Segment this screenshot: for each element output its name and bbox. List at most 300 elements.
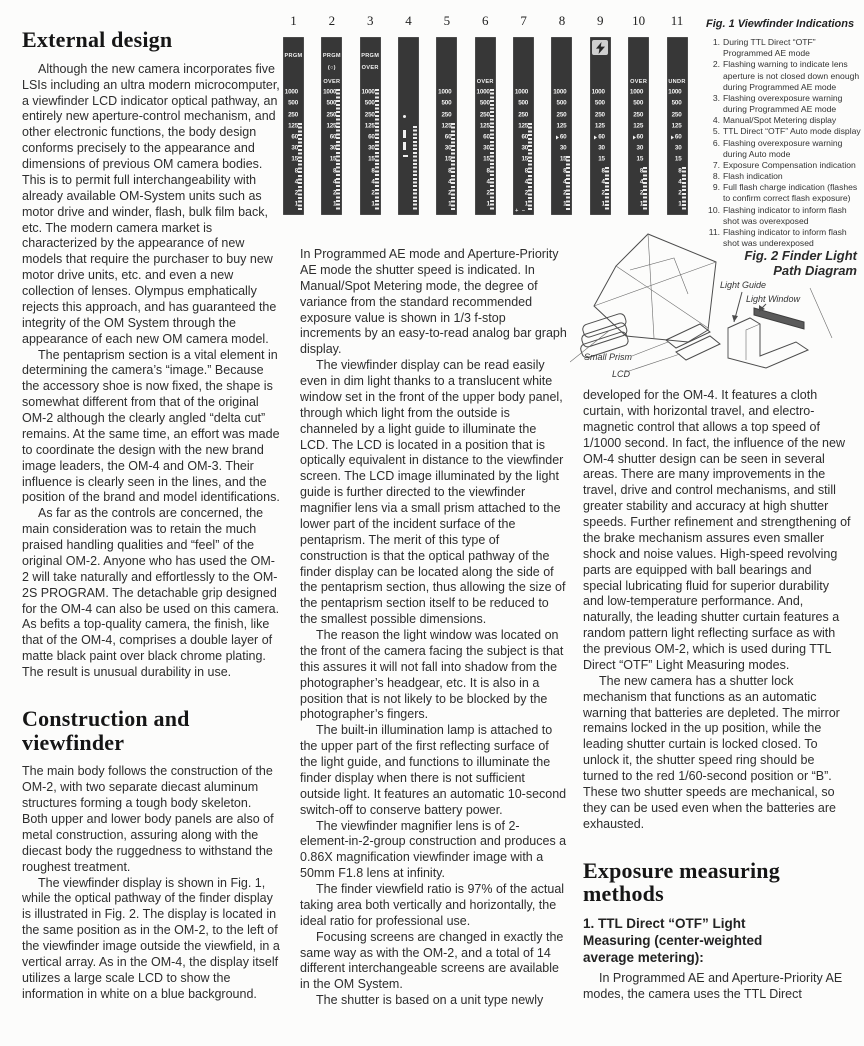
shutter-text — [583, 388, 853, 833]
lcd-mode-label: OVER — [323, 78, 341, 85]
fig1-item-text: Flashing overexposure warning during Programmed AE mode — [723, 92, 843, 115]
small-prism-drawing — [666, 324, 720, 360]
lcd-speed-label: 250 — [288, 111, 298, 119]
fig1-item-7 — [706, 160, 862, 171]
middle-para-7: Focusing screens are changed in exactly the same way as with the OM-2, and a total of 14 different interchangeable screens are available in the OM System. — [300, 929, 564, 992]
lcd-scale-row — [330, 156, 337, 163]
lcd-scale-row — [330, 134, 337, 141]
lcd-scale-row — [556, 134, 567, 141]
heading-construction: Construction and viewfinder — [22, 705, 190, 755]
lcd-speed-label: 8 — [601, 167, 605, 175]
lcd-display-number: 4 — [405, 13, 412, 28]
lcd-speed-label: 1000 — [323, 88, 337, 96]
speed-60-marker-icon — [671, 135, 674, 139]
lcd-speed-label: 1 — [678, 200, 682, 208]
lcd-speed-label: 4 — [294, 178, 298, 186]
lcd-scale-row — [480, 122, 490, 129]
lcd-speed-label: 125 — [671, 122, 682, 130]
lcd-scale-row — [560, 145, 567, 152]
lcd-display-number: 5 — [443, 13, 451, 28]
lcd-scale-row — [560, 156, 567, 163]
lcd-scale-row — [288, 111, 298, 118]
lcd-speed-label: 250 — [326, 111, 337, 119]
lcd-scale-row — [326, 111, 336, 118]
fig1-item-5 — [706, 126, 862, 137]
lcd-scale-row — [365, 100, 375, 107]
fig1-item-text: Exposure Compensation indication — [723, 159, 856, 170]
lcd-speed-label: 500 — [556, 99, 567, 107]
lcd-speed-label: 500 — [518, 99, 529, 107]
lcd-scale-row — [598, 145, 605, 152]
lcd-scale-row — [518, 122, 528, 129]
lcd-speed-label: 4 — [448, 178, 452, 186]
fig2-label-small-prism: Small Prism — [584, 352, 633, 362]
speed-60-marker-icon — [594, 135, 597, 139]
middle-para-1: In Programmed AE mode and Aperture-Priority AE mode the shutter speed is indicated. In Manual/Spot Metering mode, the degree of variance from the standard recommended exposure value is shown in 1/3 f-stop increments by an easy-to-read analog bar graph display. — [300, 247, 567, 357]
lcd-bargraph-ticks — [413, 126, 417, 211]
lcd-scale-row — [477, 89, 490, 96]
middle-para-5: The viewfinder magnifier lens is of 2-element-in-2-group construction and produces a 0.86X magnification viewfinder image with a 50mm F1.8 lens at infinity. — [300, 818, 567, 881]
fig2-title-line2: Path Diagram — [773, 263, 857, 278]
lcd-scale-row — [445, 145, 452, 152]
fig1-item-number: 6. — [712, 137, 720, 148]
lcd-speed-label: 15 — [598, 155, 605, 163]
lcd-speed-label: 500 — [479, 99, 490, 107]
lcd-speed-label: 30 — [636, 144, 644, 152]
lcd-scale-row — [675, 145, 682, 152]
lcd-speed-label: 500 — [326, 99, 337, 107]
lcd-display-number: 11 — [670, 13, 684, 28]
lcd-display-number: 10 — [632, 13, 646, 28]
metering-mark — [403, 155, 408, 157]
lcd-mode-label: PRGM — [361, 53, 380, 60]
lcd-scale-row — [557, 100, 567, 107]
lcd-speed-label: 4 — [524, 178, 529, 186]
lcd-bargraph-ticks — [298, 123, 302, 211]
lcd-speed-label: 30 — [559, 144, 567, 152]
lcd-scale-row — [521, 156, 528, 163]
lcd-speed-label: 30 — [521, 144, 529, 152]
lcd-speed-label: 1000 — [438, 88, 452, 96]
fig1-item-text: Manual/Spot Metering display — [723, 115, 837, 126]
lcd-speed-label: 4 — [371, 178, 375, 186]
external-design-para-2: The pentaprism section is a vital element in determining the camera’s “image.” Because the accessory shoe is now fixed, the shape is somewhat different from that of the original OM-2 although the clearly angled “delta cut” remains. At the same time, an effort was made to coordinate the design with the new brand image leaders, the OM-4 and OM-3. Their influence is clearly seen in the lines, and the position of the brand and model identifications. — [22, 347, 280, 505]
metering-mark — [403, 130, 406, 138]
lcd-speed-label: 8 — [524, 167, 529, 175]
lcd-speed-label: 60 — [291, 133, 298, 141]
fig1-item-text: Flashing warning to indicate lens aperture is not closed down enough during Programmed AE mode — [723, 59, 860, 92]
lcd-speed-label: 125 — [288, 122, 298, 130]
lcd-scale-row — [480, 100, 490, 107]
lcd-speed-label: 8 — [639, 167, 644, 175]
lcd-bargraph-ticks — [336, 89, 340, 211]
lcd-scale-row — [633, 100, 643, 107]
lcd-scale-row — [361, 89, 374, 96]
lcd-bargraph-ticks — [643, 167, 647, 210]
lcd-scale-row — [598, 156, 605, 163]
construction-para-2: The viewfinder display is shown in Fig. 1, while the optical pathway of the finder display is illustrated in Fig. 2. The display is located in the same position as in the OM-2, to the left of the viewfinder image outside the viewfield, in a vertical array. As in the OM-4, the display itself utilizes a large scale LCD to show the information in white on a blue background. — [22, 875, 280, 1001]
lcd-speed-label: 125 — [441, 122, 452, 130]
lcd-speed-label: 4 — [601, 178, 605, 186]
lcd-scale-row — [480, 111, 490, 118]
lcd-mode-label: OVER — [361, 64, 379, 71]
fig2-label-lcd: LCD — [612, 369, 631, 379]
middle-column-text — [300, 247, 567, 1009]
fig1-item-10 — [706, 205, 862, 227]
metering-mark — [403, 142, 406, 150]
fig1-item-number: 7. — [712, 159, 720, 170]
lcd-speed-label: 8 — [294, 167, 298, 175]
fig1-item-text: Flashing overexposure warning during Auto mode — [723, 137, 843, 159]
lcd-scale-row — [675, 156, 682, 163]
lcd-scale-row — [637, 145, 644, 152]
exposure-text — [583, 971, 853, 1003]
lcd-speed-label: 2 — [371, 189, 375, 197]
lcd-speed-label: 8 — [563, 167, 567, 175]
lcd-bar — [360, 37, 381, 215]
lcd-mode-label: PRGM — [284, 53, 303, 60]
lcd-speed-label: 30 — [598, 144, 605, 152]
lcd-speed-label: 60 — [483, 133, 490, 141]
lcd-speed-label: 15 — [291, 155, 298, 163]
lcd-speed-label: 60 — [444, 133, 452, 141]
lcd-scale-row — [441, 100, 451, 107]
lcd-speed-label: 15 — [674, 155, 682, 163]
lcd-display-number: 2 — [328, 13, 336, 28]
shutter-para-2: The new camera has a shutter lock mechanism that functions as an automatic warning that batteries are depleted. The mirror remains locked in the up position, while the leading shutter curtain is locked closed. To unlock it, the shutter speed ring should be turned to the red 1/60-second position or “B”. These two shutter speeds are mechanical, so they can be used even when the batteries are exhausted. — [583, 673, 840, 831]
shutter-para-1: developed for the OM-4. It features a cloth curtain, with horizontal travel, and electro-magnetic control that allows a top speed of 1/1000 second. In fact, the influence of the new OM-4 shutter design can be seen in several areas. There are many improvements in the travel, drive and control mechanisms, and still greater stability and accuracy at high shutter speeds. Further refinement and strengthening of the brake mechanism assures even smaller shock and noise values. High-speed revolving parts are equipped with ball bearings and special lubricating fluid for superior durability and low-temperature performance. And, naturally, the leading shutter curtain features a random pattern light reflecting surface as with the previous OM-2, which is used during TTL Direct “OTF” Light Measuring modes. — [583, 388, 851, 672]
lcd-scale-row — [557, 111, 567, 118]
fig1-item-number: 2. — [712, 59, 720, 70]
lcd-speed-label: 250 — [594, 111, 605, 119]
lcd-scale-row — [288, 100, 298, 107]
lcd-display-number: 8 — [558, 13, 566, 28]
lcd-speed-label: 1 — [294, 200, 298, 208]
lcd-speed-label: 500 — [633, 99, 644, 107]
lcd-speed-label: 500 — [288, 99, 298, 107]
middle-para-3: The reason the light window was located on the front of the camera facing the subject is that this assures it will not fall into shadow from the photographer’s headgear, etc. It is also in a position that is not likely to be blocked by the photographer’s fingers. — [300, 628, 564, 722]
lcd-speed-label: 2 — [524, 189, 529, 197]
lcd-speed-label: 30 — [368, 144, 375, 152]
lcd-speed-label: 30 — [674, 144, 682, 152]
lcd-scale-row — [323, 89, 336, 96]
speed-60-marker-icon — [556, 135, 559, 139]
lcd-speed-label: 2 — [639, 189, 644, 197]
lcd-speed-label: 125 — [326, 122, 337, 130]
exposure-para-1: In Programmed AE and Aperture-Priority AE modes, the camera uses the TTL Direct — [583, 970, 843, 1001]
lcd-speed-label: 1 — [371, 200, 375, 208]
lcd-bar — [398, 37, 419, 215]
lcd-speed-label: 60 — [368, 133, 375, 141]
lcd-speed-label: 15 — [521, 155, 529, 163]
lcd-speed-label: 60 — [636, 133, 644, 141]
lcd-speed-label: 250 — [556, 111, 567, 119]
lcd-bar — [513, 37, 534, 215]
middle-para-2: The viewfinder display can be read easily even in dim light thanks to a translucent white window set in the front of the upper body panel, through which light from the outside is channeled by a light guide to illuminate the LCD. The LCD is located in a position that is optically equivalent in distance to the viewfinder screen. The LCD image illuminated by the light guide is further directed to the viewfinder magnifier lens via a small prism attached to the lower part of the incident surface of the pentaprism. The merit of this type of construction is that the optical pathway of the finder display can be located along the side of the pentaprism section, thus allowing the size of the pentaprism section itself to be reduced to the smallest possible dimensions. — [300, 358, 566, 627]
fig1-items — [706, 37, 862, 249]
lcd-scale-row — [445, 134, 452, 141]
lcd-scale-row — [330, 145, 337, 152]
lcd-speed-label: 8 — [371, 167, 375, 175]
lcd-bargraph-ticks — [605, 167, 609, 210]
lcd-speed-label: 1 — [601, 200, 605, 208]
lcd-scale-row — [483, 145, 490, 152]
external-design-para-3: As far as the controls are concerned, the main consideration was to retain the much praised handling qualities and “feel” of the original OM-2. Anyone who has used the OM-2 will take naturally and effortlessly to the OM-2S PROGRAM. The detachable grip designed for the OM-4 can also be used on this camera. As befits a top-quality camera, the finish, like that of the OM-4, comprises a double layer of matte black paint over black chrome plating. The result is unusual durability in use. — [22, 506, 280, 679]
fig1-item-3 — [706, 93, 862, 115]
lcd-speed-label: 250 — [441, 111, 452, 119]
lcd-speed-label: 1 — [486, 200, 490, 208]
lcd-scale-row — [365, 122, 375, 129]
lcd-speed-label: 125 — [594, 122, 605, 130]
lcd-speed-label: 15 — [559, 155, 567, 163]
lcd-speed-label: 2 — [563, 189, 567, 197]
lcd-bar — [667, 37, 688, 215]
fig2-title-line1: Fig. 2 Finder Light — [744, 248, 857, 263]
lcd-display-number: 3 — [366, 13, 374, 28]
lcd-scale-row — [671, 134, 682, 141]
construction-para-1: The main body follows the construction of the OM-2, with two separate diecast aluminum structures forming a tough body skeleton. Both upper and lower body panels are also of metal construction, assuring along with the diecast body the ruggedness to withstand the roughest treatment. — [22, 764, 274, 874]
lcd-scale-row — [441, 111, 451, 118]
fig1-item-text: Flash indication — [723, 171, 783, 182]
lcd-scale-row — [291, 156, 298, 163]
lcd-scale-row — [368, 145, 375, 152]
fig1-title: Fig. 1 Viewfinder Indications — [706, 18, 855, 30]
lcd-speed-label: 250 — [364, 111, 375, 119]
lcd-speed-label: 1 — [639, 200, 644, 208]
lcd-speed-label: 1000 — [476, 88, 490, 96]
fig2-label-light-window: Light Window — [746, 294, 800, 304]
middle-para-8: The shutter is based on a unit type newly — [316, 993, 544, 1008]
lcd-scale-row — [595, 100, 605, 107]
lcd-mode-label: OVER — [476, 78, 494, 85]
metering-mark — [403, 115, 406, 118]
lcd-speed-label: 250 — [479, 111, 490, 119]
lcd-speed-label: 8 — [678, 167, 682, 175]
lcd-speed-label: 4 — [639, 178, 644, 186]
construction-text — [22, 764, 280, 1002]
fig1-item-9 — [706, 182, 862, 204]
lcd-scale-row — [515, 89, 528, 96]
lcd-speed-label: 30 — [483, 144, 490, 152]
viewfinder-lcd-strip — [278, 13, 708, 219]
lcd-scale-row — [595, 111, 605, 118]
lcd-scale-row — [672, 122, 682, 129]
left-column — [22, 28, 280, 1003]
lcd-speed-label: 125 — [556, 122, 567, 130]
external-design-text — [22, 62, 280, 681]
lcd-speed-label: 8 — [448, 167, 452, 175]
lcd-speed-label: 1000 — [361, 88, 375, 96]
lcd-speed-label: 1000 — [514, 88, 529, 96]
lcd-bar — [628, 37, 649, 215]
lcd-bargraph-ticks — [528, 123, 532, 211]
lcd-speed-label: 15 — [483, 155, 490, 163]
lcd-scale-row — [326, 100, 336, 107]
lcd-speed-label: 2 — [333, 189, 337, 197]
lcd-speed-label: 60 — [674, 133, 682, 141]
fig1-item-6 — [706, 138, 862, 160]
lcd-bargraph-ticks — [682, 167, 686, 210]
fig1-item-text: During TTL Direct “OTF” Programmed AE mode — [723, 37, 816, 59]
fig1-item-number: 8. — [712, 171, 720, 182]
fig1-item-number: 1. — [712, 37, 720, 47]
lcd-scale-row — [521, 134, 528, 141]
lcd-speed-label: 60 — [329, 133, 337, 141]
lcd-scale-row — [633, 122, 643, 129]
lcd-speed-label: 1 — [563, 200, 567, 208]
lcd-scale-row — [521, 145, 528, 152]
lcd-scale-row — [594, 134, 605, 141]
lcd-speed-label: 125 — [633, 122, 644, 130]
lcd-bar — [321, 37, 342, 215]
lcd-speed-label: 15 — [329, 155, 337, 163]
lcd-speed-label: 125 — [479, 122, 490, 130]
lcd-mode-label: UNDR — [668, 78, 686, 85]
lcd-scale-row — [441, 122, 451, 129]
fig1-item-8 — [706, 171, 862, 182]
lcd-bargraph-ticks — [490, 89, 494, 211]
fig1-item-text: TTL Direct “OTF” Auto mode display — [723, 126, 861, 137]
lcd-scale-row — [595, 122, 605, 129]
lcd-scale-row — [518, 100, 528, 107]
lcd-speed-label: 250 — [671, 111, 682, 119]
speed-60-marker-icon — [633, 135, 636, 139]
lcd-bargraph-ticks — [375, 89, 379, 211]
lcd-speed-label: 500 — [441, 99, 452, 107]
lcd-scale-row — [557, 122, 567, 129]
fig1-item-number: 9. — [712, 182, 720, 193]
external-design-para-1: Although the new camera incorporates five LSIs including an ultra modern microcomputer, a viewfinder LCD indicator optical pathway, an entirely new aperture-control mechanism, and other electronic functions, the body design conforms precisely to the appearance and dimensions of previous OM camera bodies. This is to permit full interchangeability with already available OM-System units such as motor drive and winder, flash, bulk film back, etc. The modern camera market is characterized by the appearance of new models that require the purchaser to buy new motor drive units, etc. and even a new collection of lenses. Olympus emphatically rejects this approach, and has guaranteed the integrity of the OM System through the appearance of each new OM camera model. — [22, 61, 280, 346]
lcd-scale-row — [368, 156, 375, 163]
lcd-speed-label: 1 — [448, 200, 452, 208]
lcd-speed-label: 125 — [364, 122, 375, 130]
fig1-legend — [706, 18, 862, 249]
plus-minus-label: + – — [515, 208, 526, 214]
lcd-speed-label: 2 — [294, 189, 298, 197]
lcd-scale-row — [592, 89, 605, 96]
lcd-scale-row — [483, 156, 490, 163]
middle-column — [300, 247, 567, 1009]
lcd-speed-label: 4 — [678, 178, 682, 186]
middle-para-4: The built-in illumination lamp is attached to the upper part of the first reflecting surface of the light guide, and functions to illuminate the finder display when there is not sufficient outside light. It features an automatic 10-second switch-off to conserve battery power. — [300, 723, 567, 817]
fig1-item-number: 5. — [712, 126, 720, 137]
light-window-drawing — [754, 308, 804, 329]
lcd-speed-label: 250 — [633, 111, 644, 119]
lcd-scale-row — [518, 111, 528, 118]
lcd-scale-row — [445, 156, 452, 163]
lcd-scale-row — [633, 111, 643, 118]
lcd-speed-label: 30 — [329, 144, 337, 152]
fig1-item-text: Flashing indicator to inform flash shot was overexposed — [723, 204, 847, 226]
lcd-speed-label: 1000 — [553, 88, 567, 96]
lcd-scale-row — [672, 111, 682, 118]
lcd-bar — [590, 37, 611, 215]
lcd-bar — [551, 37, 572, 215]
lcd-scale-row — [630, 89, 643, 96]
lcd-speed-label: 125 — [518, 122, 529, 130]
lcd-speed-label: 1000 — [284, 88, 298, 96]
lcd-speed-label: 15 — [444, 155, 452, 163]
lcd-display-number: 6 — [482, 13, 489, 28]
lcd-speed-label: 1000 — [629, 88, 644, 96]
lcd-scale-row — [288, 122, 298, 129]
lcd-speed-label: 15 — [636, 155, 644, 163]
lcd-speed-label: 30 — [444, 144, 452, 152]
lcd-speed-label: 500 — [594, 99, 605, 107]
lcd-speed-label: 2 — [448, 189, 452, 197]
lcd-bar — [436, 37, 457, 215]
lcd-scale-row — [365, 111, 375, 118]
lcd-mode-label: OVER — [630, 78, 648, 85]
fig1-item-text: Flashing indicator to inform flash shot was underexposed — [723, 226, 847, 249]
lcd-scale-row — [285, 89, 298, 96]
fig1-item-number: 10. — [708, 204, 720, 215]
lcd-bargraph-ticks — [451, 123, 455, 211]
lcd-bargraph-ticks — [566, 156, 570, 210]
fig2-label-light-guide: Light Guide — [720, 280, 767, 290]
lcd-speed-label: 1000 — [668, 88, 682, 96]
lcd-scale-row — [291, 145, 298, 152]
heading-external-design: External design — [22, 27, 173, 52]
lcd-scale-row — [553, 89, 566, 96]
lcd-scale-row — [291, 134, 298, 141]
fig1-item-number: 3. — [712, 92, 720, 103]
lcd-bar — [283, 37, 304, 215]
fig1-item-4 — [706, 115, 862, 126]
fig1-item-number: 11. — [708, 226, 720, 237]
lcd-speed-label: 1000 — [591, 88, 605, 96]
lcd-mode-label: (○) — [327, 64, 336, 71]
lcd-speed-label: 2 — [601, 189, 605, 197]
subheading-ttl-direct: 1. TTL Direct “OTF” Light Measuring (center-weighted average metering): — [583, 916, 763, 965]
fig2-diagram — [570, 230, 864, 390]
lcd-speed-label: 4 — [333, 178, 337, 186]
flash-bolt-icon — [592, 40, 608, 55]
fig1-item-text: Full flash charge indication (flashes to confirm correct flash exposure) — [723, 182, 858, 204]
lcd-speed-label: 60 — [521, 133, 529, 141]
lcd-speed-label: 500 — [364, 99, 375, 107]
lcd-speed-label: 4 — [563, 178, 567, 186]
lcd-speed-label: 2 — [486, 189, 490, 197]
lcd-scale-row — [633, 134, 644, 141]
lcd-speed-label: 30 — [291, 144, 298, 152]
lcd-speed-label: 8 — [486, 167, 490, 175]
middle-para-6: The finder viewfield ratio is 97% of the actual taking area both vertically and horizontally, the ideal ratio for professional use. — [300, 882, 565, 928]
lcd-display-number: 1 — [290, 13, 297, 28]
lcd-speed-label: 60 — [598, 133, 605, 141]
lcd-display-number: 7 — [520, 13, 527, 28]
lcd-speed-label: 60 — [559, 133, 567, 141]
fig1-item-2 — [706, 59, 862, 93]
lcd-speed-label: 4 — [486, 178, 490, 186]
heading-exposure-methods: Exposure measuring methods — [583, 857, 780, 907]
lcd-speed-label: 15 — [368, 155, 375, 163]
lcd-bar — [475, 37, 496, 215]
right-column — [583, 388, 853, 1002]
lcd-speed-label: 1 — [333, 200, 337, 208]
lcd-mode-label: PRGM — [322, 53, 341, 60]
lcd-speed-label: 8 — [333, 167, 337, 175]
lcd-scale-row — [326, 122, 336, 129]
fig1-item-number: 4. — [712, 115, 720, 126]
lcd-display-number: 9 — [597, 13, 604, 28]
lcd-speed-label: 250 — [518, 111, 529, 119]
fig1-item-1 — [706, 37, 862, 59]
lcd-scale-row — [637, 156, 644, 163]
lcd-speed-label: 500 — [671, 99, 682, 107]
lcd-scale-row — [483, 134, 490, 141]
lcd-speed-label: 1 — [524, 200, 529, 208]
